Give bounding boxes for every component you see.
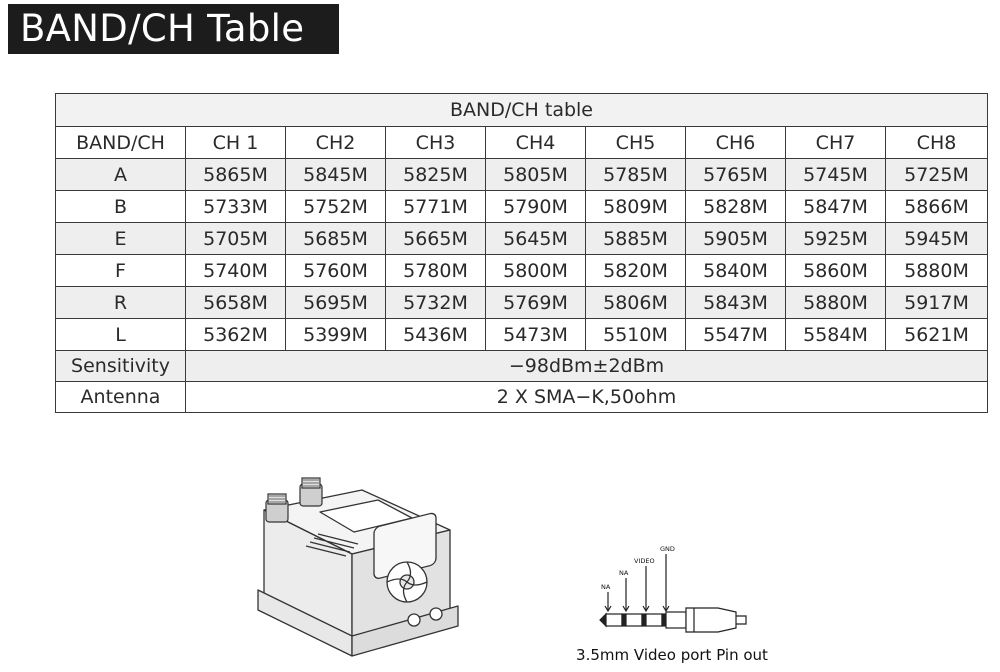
band-label: R [56,287,186,319]
frequency-cell: 5945M [886,223,988,255]
table-row-band-b [56,191,988,223]
pin-label-na-1: NA [601,583,611,591]
receiver-device-image [244,470,476,668]
frequency-cell: 5880M [786,287,886,319]
frequency-cell: 5752M [286,191,386,223]
frequency-cell: 5695M [286,287,386,319]
frequency-cell: 5790M [486,191,586,223]
frequency-cell: 5865M [186,159,286,191]
header-ch6: CH6 [686,127,786,159]
frequency-cell: 5665M [386,223,486,255]
jack-pinout-diagram [570,540,760,638]
frequency-cell: 5840M [686,255,786,287]
table-row-band-a [56,159,988,191]
band-label: E [56,223,186,255]
frequency-cell: 5917M [886,287,988,319]
frequency-cell: 5800M [486,255,586,287]
header-ch3: CH3 [386,127,486,159]
pinout-caption: 3.5mm Video port Pin out [576,646,768,664]
frequency-cell: 5905M [686,223,786,255]
table-row-band-l [56,319,988,351]
frequency-cell: 5745M [786,159,886,191]
frequency-cell: 5658M [186,287,286,319]
header-ch2: CH2 [286,127,386,159]
sensitivity-row [56,351,988,382]
header-ch4: CH4 [486,127,586,159]
antenna-label: Antenna [56,382,186,413]
frequency-cell: 5880M [886,255,988,287]
frequency-cell: 5785M [586,159,686,191]
frequency-cell: 5828M [686,191,786,223]
frequency-cell: 5825M [386,159,486,191]
frequency-cell: 5806M [586,287,686,319]
frequency-cell: 5436M [386,319,486,351]
frequency-cell: 5809M [586,191,686,223]
header-ch5: CH5 [586,127,686,159]
frequency-cell: 5771M [386,191,486,223]
frequency-cell: 5584M [786,319,886,351]
frequency-cell: 5725M [886,159,988,191]
band-label: A [56,159,186,191]
pin-label-na-2: NA [619,569,629,577]
frequency-cell: 5847M [786,191,886,223]
frequency-cell: 5820M [586,255,686,287]
antenna-value: 2 X SMA−K,50ohm [186,382,988,413]
frequency-cell: 5510M [586,319,686,351]
frequency-cell: 5885M [586,223,686,255]
frequency-cell: 5843M [686,287,786,319]
sensitivity-value: −98dBm±2dBm [186,351,988,382]
frequency-cell: 5845M [286,159,386,191]
frequency-cell: 5547M [686,319,786,351]
frequency-cell: 5866M [886,191,988,223]
frequency-cell: 5473M [486,319,586,351]
frequency-cell: 5732M [386,287,486,319]
table-caption: BAND/CH table [56,94,988,127]
header-ch8: CH8 [886,127,988,159]
table-header-row [56,127,988,159]
frequency-cell: 5740M [186,255,286,287]
frequency-cell: 5805M [486,159,586,191]
frequency-cell: 5705M [186,223,286,255]
frequency-cell: 5362M [186,319,286,351]
page-title: BAND/CH Table [8,4,339,54]
frequency-cell: 5733M [186,191,286,223]
frequency-cell: 5760M [286,255,386,287]
band-label: F [56,255,186,287]
table-row-band-f [56,255,988,287]
frequency-cell: 5780M [386,255,486,287]
frequency-cell: 5645M [486,223,586,255]
table-row-band-e [56,223,988,255]
frequency-cell: 5925M [786,223,886,255]
frequency-cell: 5765M [686,159,786,191]
band-label: L [56,319,186,351]
sensitivity-label: Sensitivity [56,351,186,382]
header-band-ch: BAND/CH [56,127,186,159]
frequency-cell: 5685M [286,223,386,255]
antenna-row [56,382,988,413]
pin-label-video: VIDEO [634,557,655,565]
frequency-cell: 5399M [286,319,386,351]
table-row-band-r [56,287,988,319]
header-ch1: CH 1 [186,127,286,159]
frequency-cell: 5621M [886,319,988,351]
band-label: B [56,191,186,223]
frequency-cell: 5860M [786,255,886,287]
frequency-cell: 5769M [486,287,586,319]
header-ch7: CH7 [786,127,886,159]
band-channel-table [55,93,988,413]
pin-label-gnd: GND [660,545,675,553]
